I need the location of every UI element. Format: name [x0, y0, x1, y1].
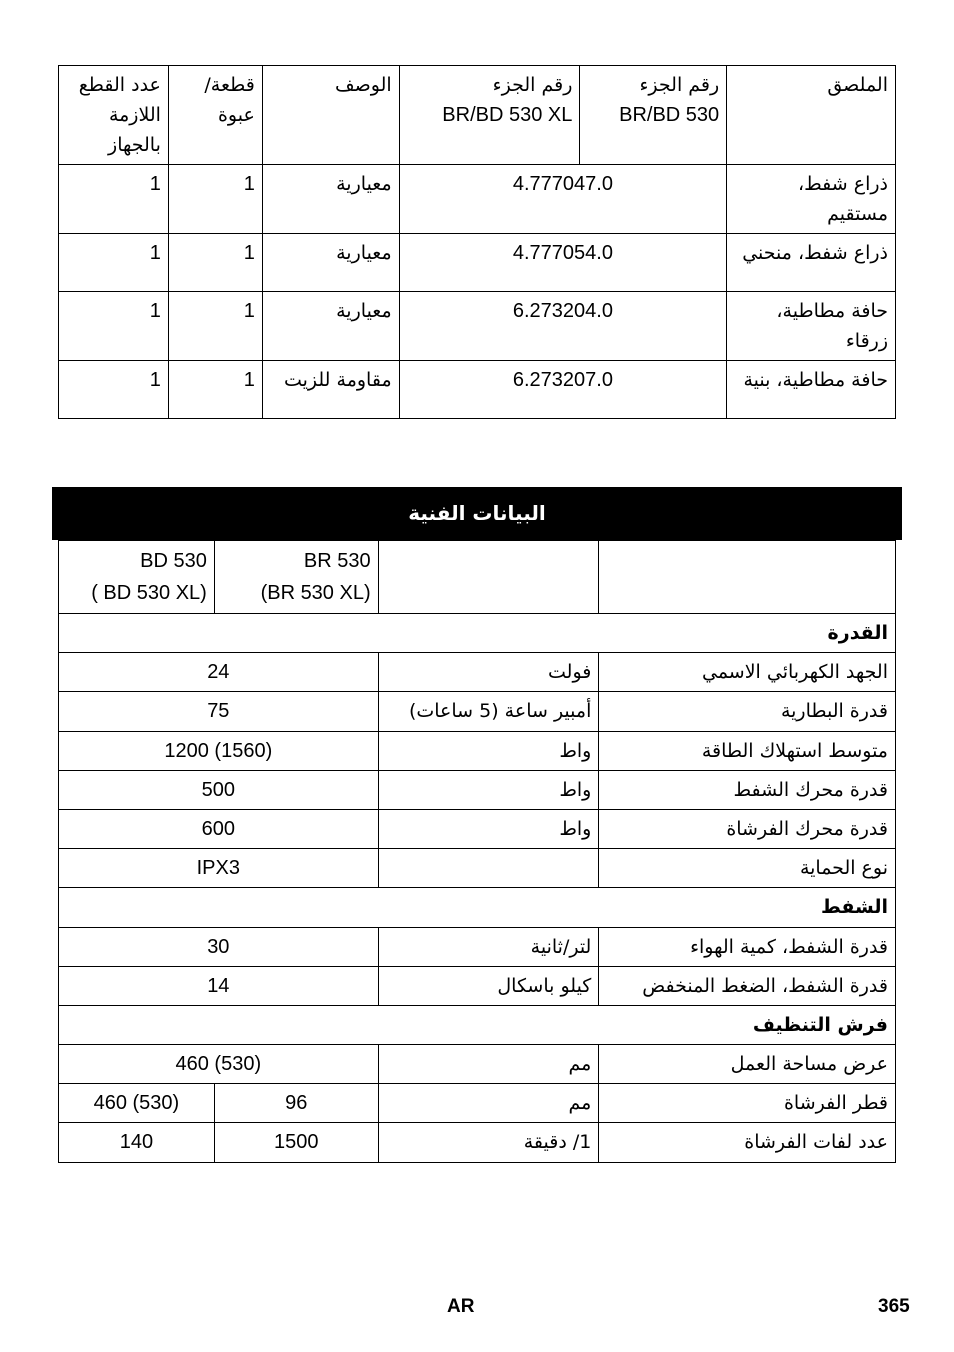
section-suction: الشفط: [59, 888, 896, 927]
header-part-label-xl: رقم الجزء: [492, 74, 573, 96]
label-cell: قدرة البطارية: [599, 692, 896, 731]
row-description: معيارية: [262, 165, 399, 234]
unit-cell: [378, 849, 599, 888]
header-label: الملصق: [727, 66, 896, 165]
header-model-xl: BR/BD 530 XL: [442, 104, 573, 126]
row-description: مقاومة للزيت: [262, 361, 399, 419]
label-cell: الجهد الكهربائي الاسمي: [599, 653, 896, 692]
row-count: 1: [59, 234, 169, 292]
label-cell: قدرة محرك الشفط: [599, 770, 896, 809]
value-br-cell: 96: [214, 1084, 378, 1123]
row-count: 1: [59, 165, 169, 234]
label-cell: متوسط استهلاك الطاقة: [599, 731, 896, 770]
label-cell: عرض مساحة العمل: [599, 1045, 896, 1084]
row-label: ذراع شفط، مستقيم: [727, 165, 896, 234]
row-part-number: 4.777047.0: [399, 165, 727, 234]
section-brushes: فرش التنظيف: [59, 1005, 896, 1044]
table-row: [59, 1045, 896, 1084]
row-description: معيارية: [262, 234, 399, 292]
table-row: [59, 1084, 896, 1123]
page-number: 365: [878, 1296, 910, 1317]
table-row: [59, 849, 896, 888]
unit-cell: أمبير ساعة (5 ساعات): [378, 692, 599, 731]
row-label: حافة مطاطية، بنية: [727, 361, 896, 419]
tech-data-table: [58, 540, 896, 1163]
label-cell: قدرة محرك الفرشاة: [599, 809, 896, 848]
row-count: 1: [59, 361, 169, 419]
row-pieces: 1: [168, 165, 262, 234]
value-cell: 14: [59, 966, 379, 1005]
table-row: [59, 809, 896, 848]
parts-table: [58, 65, 896, 419]
value-cell: 1200 (1560): [59, 731, 379, 770]
section-row: [59, 888, 896, 927]
section-power: القدرة: [59, 614, 896, 653]
table-row: [59, 927, 896, 966]
label-cell: نوع الحماية: [599, 849, 896, 888]
value-cell: 30: [59, 927, 379, 966]
value-cell: 75: [59, 692, 379, 731]
row-part-number: 6.273207.0: [399, 361, 727, 419]
label-cell: قطر الفرشاة: [599, 1084, 896, 1123]
header-count: عدد القطع اللازمة بالجهاز: [59, 66, 169, 165]
value-br-cell: 1500: [214, 1123, 378, 1162]
row-pieces: 1: [168, 292, 262, 361]
unit-cell: 1/ دقيقة: [378, 1123, 599, 1162]
table-row: [59, 292, 896, 361]
column-unit-header: [378, 541, 599, 614]
label-cell: عدد لفات الفرشاة: [599, 1123, 896, 1162]
row-part-number: 6.273204.0: [399, 292, 727, 361]
section-row: [59, 1005, 896, 1044]
value-cell: 500: [59, 770, 379, 809]
unit-cell: لتر/ثانية: [378, 927, 599, 966]
column-br-xl-model: (BR 530 XL): [260, 582, 371, 604]
unit-cell: كيلو باسكال: [378, 966, 599, 1005]
value-bd-cell: 140: [59, 1123, 215, 1162]
row-part-number: 4.777054.0: [399, 234, 727, 292]
column-br-model: BR 530: [303, 550, 371, 572]
row-pieces: 1: [168, 361, 262, 419]
row-label: حافة مطاطية، زرقاء: [727, 292, 896, 361]
tech-header-row: [59, 541, 896, 614]
column-bd: [59, 541, 215, 614]
row-description: معيارية: [262, 292, 399, 361]
table-row: [59, 731, 896, 770]
value-cell: IPX3: [59, 849, 379, 888]
row-label: ذراع شفط، منحني: [727, 234, 896, 292]
footer-language: AR: [447, 1296, 475, 1317]
value-bd-cell: 460 (530): [59, 1084, 215, 1123]
column-bd-xl-model: ( BD 530 XL): [91, 582, 207, 604]
header-pieces: قطعة/ عبوة: [168, 66, 262, 165]
column-bd-model: BD 530: [140, 550, 207, 572]
label-cell: قدرة الشفط، كمية الهواء: [599, 927, 896, 966]
value-cell: 24: [59, 653, 379, 692]
label-cell: قدرة الشفط، الضغط المنخفض: [599, 966, 896, 1005]
header-description: الوصف: [262, 66, 399, 165]
section-row: [59, 614, 896, 653]
row-count: 1: [59, 292, 169, 361]
table-row: [59, 692, 896, 731]
table-row: [59, 770, 896, 809]
table-row: [59, 653, 896, 692]
unit-cell: مم: [378, 1084, 599, 1123]
header-model: BR/BD 530: [619, 104, 720, 126]
value-cell: 460 (530): [59, 1045, 379, 1084]
unit-cell: واط: [378, 770, 599, 809]
table-row: [59, 1123, 896, 1162]
column-br: [214, 541, 378, 614]
unit-cell: فولت: [378, 653, 599, 692]
table-row: [59, 234, 896, 292]
tech-data-title: البيانات الفنية: [52, 487, 902, 540]
header-part-label: رقم الجزء: [639, 74, 720, 96]
table-row: [59, 361, 896, 419]
column-label-header: [599, 541, 896, 614]
unit-cell: واط: [378, 731, 599, 770]
row-pieces: 1: [168, 234, 262, 292]
table-row: [59, 165, 896, 234]
header-part-number: [580, 66, 727, 165]
unit-cell: واط: [378, 809, 599, 848]
value-cell: 600: [59, 809, 379, 848]
table-row: [59, 966, 896, 1005]
parts-header-row: [59, 66, 896, 165]
unit-cell: مم: [378, 1045, 599, 1084]
header-part-number-xl: [399, 66, 580, 165]
